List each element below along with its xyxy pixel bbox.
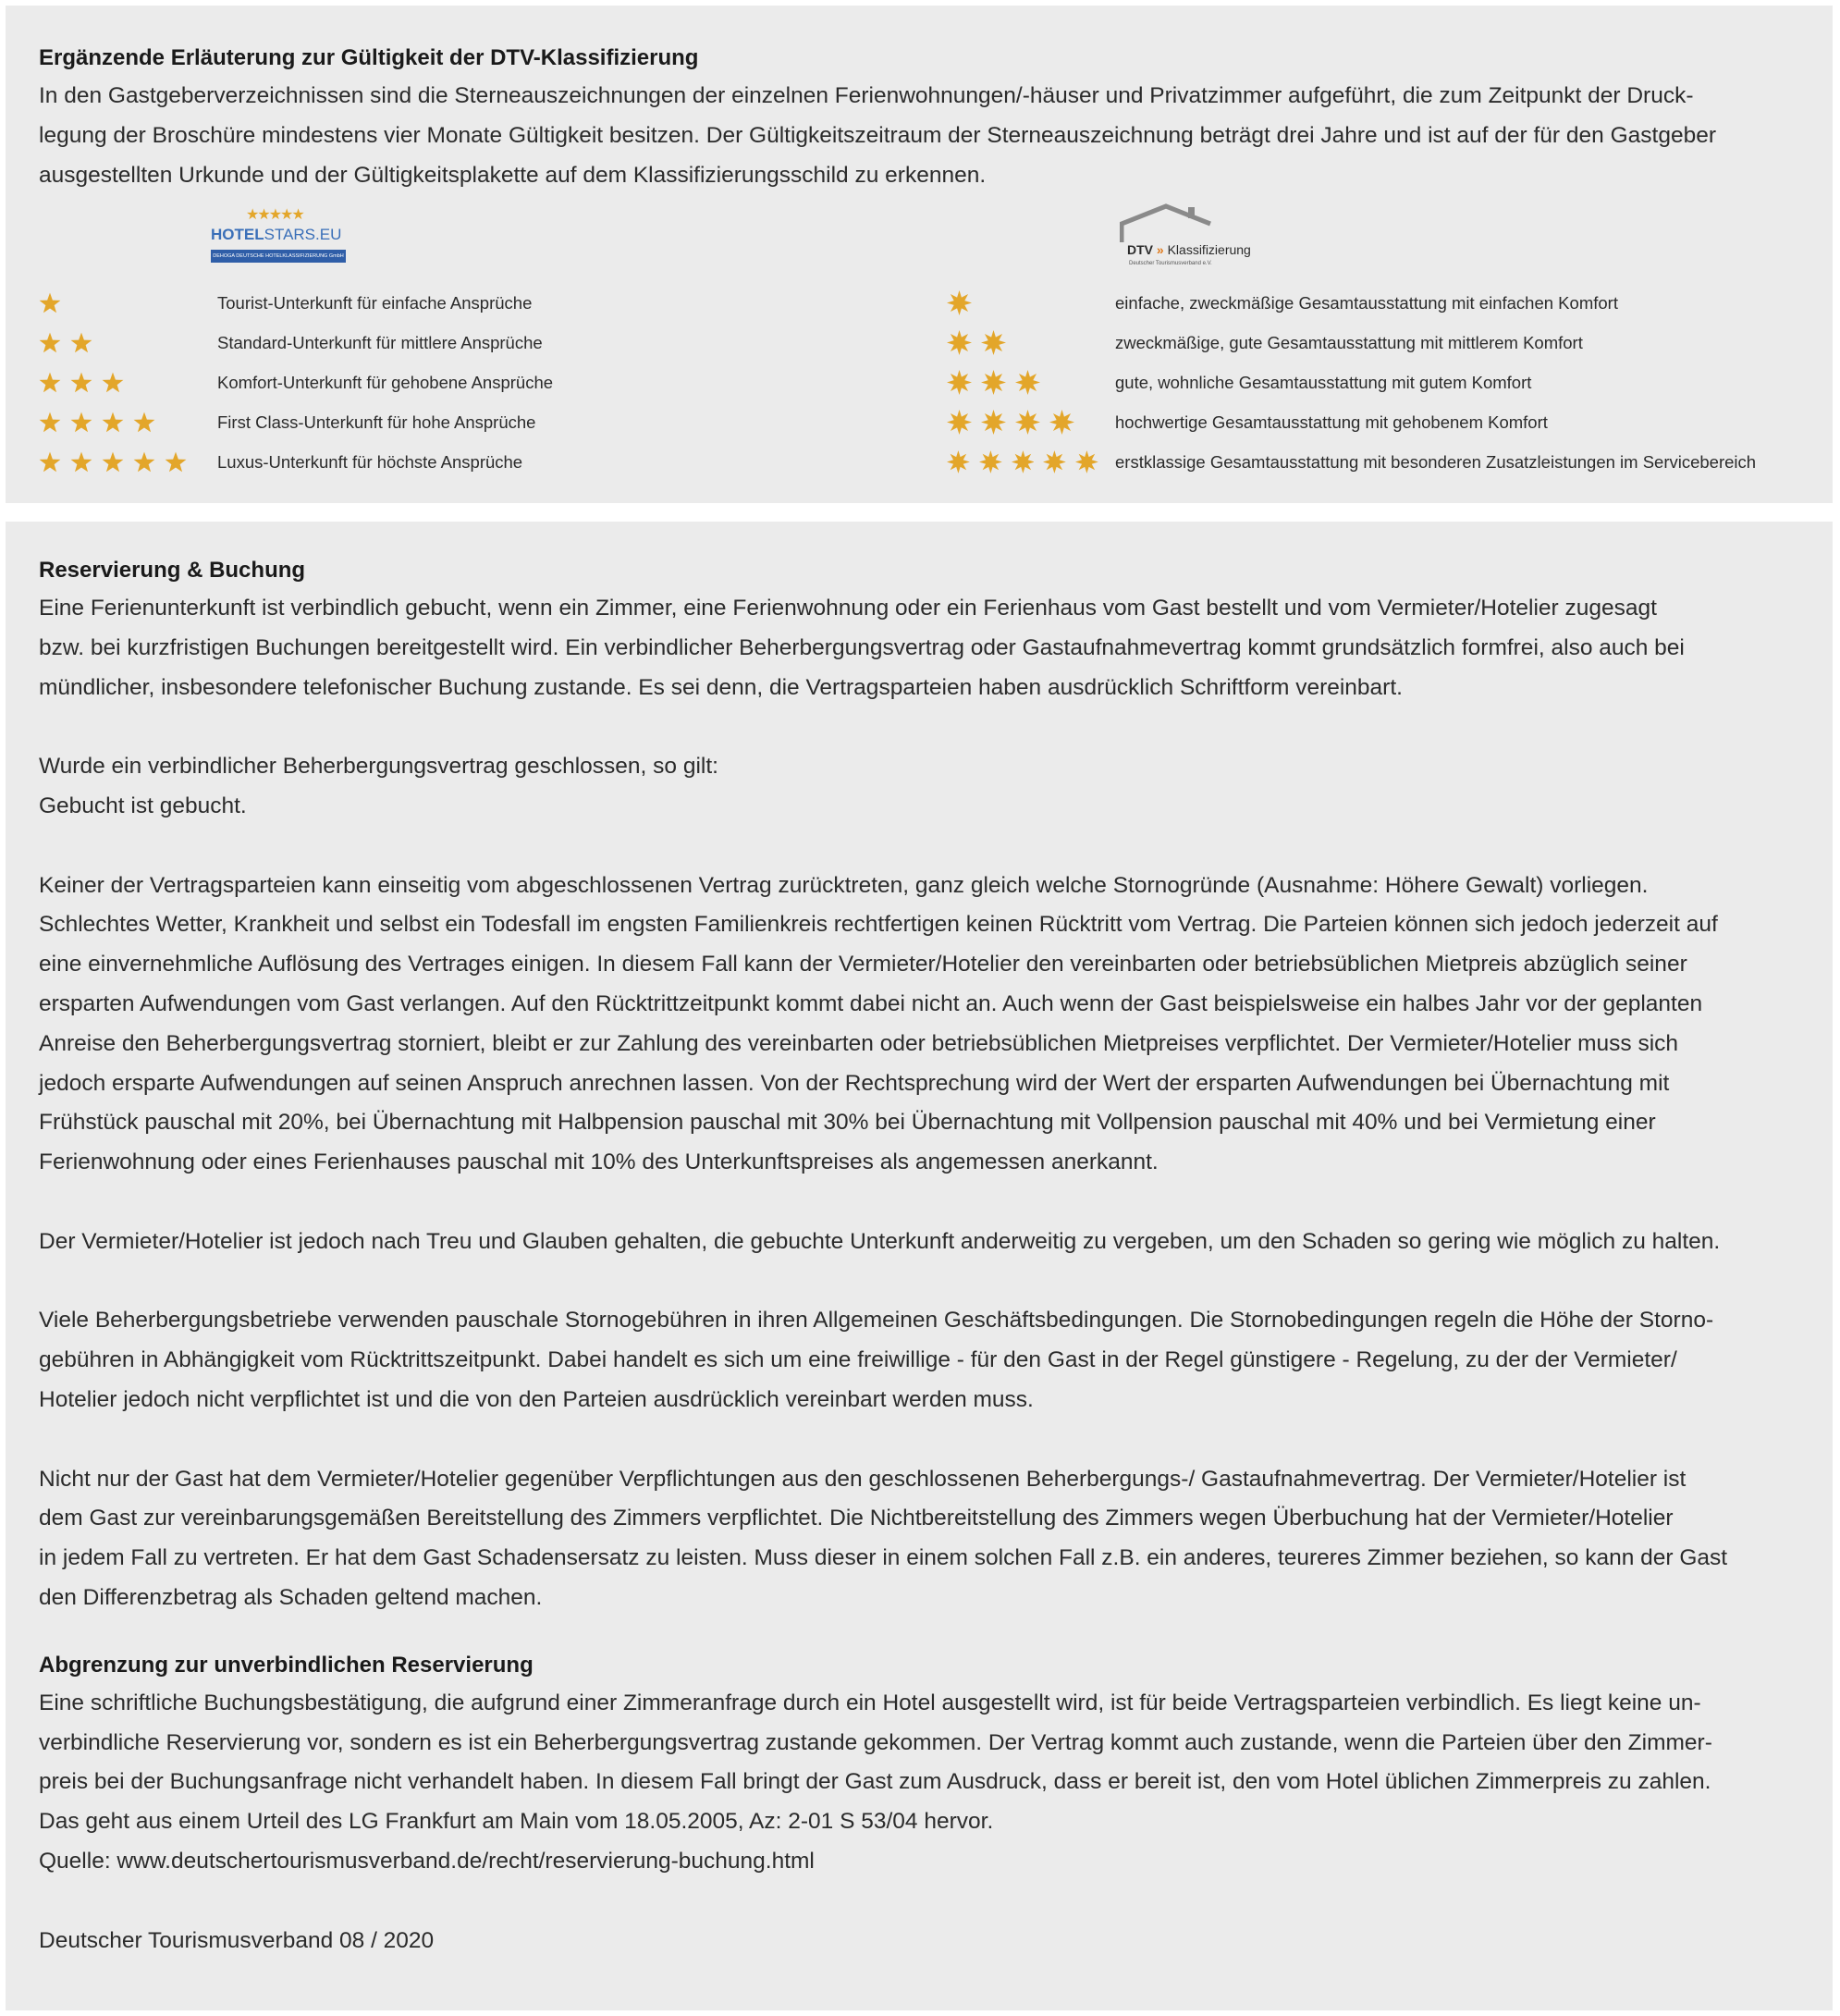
star-icon: [39, 451, 61, 473]
dtv-stars: [947, 410, 1098, 435]
hotel-stars: [39, 292, 217, 314]
dtv-row-text: einfache, zweckmäßige Gesamtausstattung mit einfachen Komfort: [1115, 292, 1618, 313]
star-icon: [981, 410, 1006, 435]
text-line: legung der Broschüre mindestens vier Monate Gültigkeit besitzen. Der Gültigkeitszeitraum der Sterneauszeichnung beträgt drei Jahre und ist auf der für den Gastgeber: [39, 122, 1716, 148]
hotel-row: [39, 323, 686, 363]
text-line: dem Gast zur vereinbarungsgemäßen Bereitstellung des Zimmers verpflichtet. Die Nichtbereitstellung des Zimmers wegen Überbuchung hat der Vermieter/Hotelier: [39, 1506, 1674, 1531]
text-line: Eine Ferienunterkunft ist verbindlich gebucht, wenn ein Zimmer, eine Ferienwohnung oder ein Ferienhaus vom Gast bestellt und vom Vermieter/Hotelier zugesagt: [39, 596, 1657, 621]
star-icon: [1049, 410, 1074, 435]
text-line: mündlicher, insbesondere telefonischer Buchung zustande. Es sei denn, die Vertragsparteien haben ausdrücklich Schriftform vereinbart.: [39, 674, 1403, 700]
hotelstars-wordmark: HOTELSTARS.EU: [211, 226, 342, 243]
hotel-stars: [39, 412, 217, 434]
text-line: Viele Beherbergungsbetriebe verwenden pauschale Stornogebühren in ihren Allgemeinen Geschäftsbedingungen. Die Stornobedingungen regeln die Höhe der Storno-: [39, 1308, 1714, 1334]
text-line: bzw. bei kurzfristigen Buchungen bereitgestellt wird. Ein verbindlicher Beherbergungsvertrag oder Gastaufnahmevertrag kommt grundsätzlich formfrei, also auch bei: [39, 634, 1685, 660]
dtv-wordmark: DTV » Klassifizierung: [1127, 242, 1251, 257]
text-line: eine einvernehmliche Auflösung des Vertrages einigen. In diesem Fall kann der Vermieter/Hotelier den vereinbarten oder betriebsüblichen Mietpreis abzüglich seiner: [39, 952, 1687, 977]
footer: [39, 1922, 1786, 1961]
text-line: ersparten Aufwendungen vom Gast verlangen. Auf den Rücktrittzeitpunkt kommt dabei nicht an. Auch wenn der Gast beispielsweise ein halbes Jahr vor der geplanten: [39, 990, 1703, 1016]
hotel-row: [39, 442, 686, 482]
hotelstars-logo: [211, 205, 348, 270]
pauschal-paragraph: [39, 1301, 1786, 1420]
star-icon: [70, 412, 92, 434]
reservation-panel: [6, 522, 1833, 2010]
star-icon: [39, 292, 61, 314]
text-line: Der Vermieter/Hotelier ist jedoch nach Treu und Glauben gehalten, die gebuchte Unterkunft anderweitig zu vergeben, um den Schaden so gering wie möglich zu halten.: [39, 1228, 1721, 1254]
text-line: Eine schriftliche Buchungsbestätigung, die aufgrund einer Zimmeranfrage durch ein Hotel ausgestellt wird, ist für beide Vertragsparteien verbindlich. Es liegt keine un-: [39, 1690, 1701, 1715]
hotel-row-text: First Class-Unterkunft für hohe Ansprüche: [217, 412, 536, 432]
text-line: verbindliche Reservierung vor, sondern es ist ein Beherbergungsvertrag zustande gekommen. Der Vertrag kommt auch zustande, wenn die Parteien über den Zimmer-: [39, 1729, 1712, 1755]
star-icon: [39, 412, 61, 434]
star-icon: [102, 451, 124, 473]
dtv-stars: [947, 370, 1098, 395]
pflichten-paragraph: [39, 1460, 1786, 1618]
treu-paragraph: [39, 1223, 1786, 1262]
text-line: Anreise den Beherbergungsvertrag storniert, bleibt er zur Zahlung des vereinbarten oder betriebsüblichen Mietpreises verpflichtet. Der Vermieter/Hotelier muss sich: [39, 1030, 1679, 1056]
dtv-row-text: hochwertige Gesamtausstattung mit gehobenem Komfort: [1115, 412, 1548, 432]
star-icon: [947, 449, 970, 474]
hotel-row: [39, 402, 686, 442]
text-line: in jedem Fall zu vertreten. Er hat dem Gast Schadensersatz zu leisten. Muss dieser in einem solchen Fall z.B. ein anderes, teureres Zimmer beziehen, so kann der Gast: [39, 1545, 1728, 1571]
section-heading-reservation: Reservierung & Buchung: [39, 558, 306, 583]
dtv-subtitle: Deutscher Tourismusverband e.V.: [1129, 261, 1212, 266]
star-icon: [102, 412, 124, 434]
dtv-row: [947, 442, 1807, 482]
star-icon: [165, 451, 187, 473]
star-icon: [1043, 449, 1066, 474]
text-line: Das geht aus einem Urteil des LG Frankfurt am Main vom 18.05.2005, Az: 2-01 S 53/04 hervor.: [39, 1809, 994, 1835]
source-line: Quelle: www.deutschertourismusverband.de/recht/reservierung-buchung.html: [39, 1848, 815, 1874]
star-icon: [1015, 410, 1040, 435]
section-heading-abgrenzung: Abgrenzung zur unverbindlichen Reservierung: [39, 1652, 534, 1678]
hotel-row-text: Luxus-Unterkunft für höchste Ansprüche: [217, 451, 523, 472]
star-icon: [981, 330, 1006, 355]
text-line: Keiner der Vertragsparteien kann einseitig vom abgeschlossenen Vertrag zurücktreten, ganz gleich welche Stornogründe (Ausnahme: Höhere Gewalt) vorliegen.: [39, 872, 1649, 898]
logo-stars-icon: ★★★★★: [246, 207, 303, 223]
dtv-stars: [947, 449, 1098, 474]
dtv-stars: [947, 290, 1098, 315]
text-line: den Differenzbetrag als Schaden geltend machen.: [39, 1584, 543, 1610]
text-line: preis bei der Buchungsanfrage nicht verhandelt haben. In diesem Fall bringt der Gast zum Ausdruck, dass er bereit ist, den vom Hotel üblichen Zimmerpreis zu zahlen.: [39, 1769, 1711, 1795]
house-icon: [1120, 203, 1231, 244]
hotel-row-text: Standard-Unterkunft für mittlere Ansprüche: [217, 332, 543, 352]
dtv-row-text: erstklassige Gesamtausstattung mit besonderen Zusatzleistungen im Servicebereich: [1115, 451, 1757, 472]
dtv-row-text: gute, wohnliche Gesamtausstattung mit gutem Komfort: [1115, 372, 1532, 392]
rule-paragraph: [39, 747, 1786, 827]
star-icon: [947, 330, 972, 355]
classification-table: [6, 283, 1833, 486]
dtv-row: [947, 283, 1807, 323]
text-line: Schlechtes Wetter, Krankheit und selbst ein Todesfall im engsten Familienkreis rechtfertigen keinen Rücktritt vom Vertrag. Die Parteien können sich jedoch jederzeit auf: [39, 912, 1718, 938]
dtv-classification-panel: [6, 6, 1833, 503]
dtv-row: [947, 402, 1807, 442]
section-heading-dtv: Ergänzende Erläuterung zur Gültigkeit der DTV-Klassifizierung: [39, 45, 699, 70]
star-icon: [102, 372, 124, 394]
text-line: Gebucht ist gebucht.: [39, 793, 247, 818]
text-line: Ferienwohnung oder eines Ferienhauses pauschal mit 10% des Unterkunftspreises als angemessen anerkannt.: [39, 1149, 1159, 1175]
star-icon: [947, 290, 972, 315]
star-icon: [70, 451, 92, 473]
text-line: gebühren in Abhängigkeit vom Rücktrittszeitpunkt. Dabei handelt es sich um eine freiwillige - für den Gast in der Regel günstigere - Regelung, zu der der Vermieter/: [39, 1347, 1677, 1373]
hotel-stars: [39, 332, 217, 354]
star-icon: [979, 449, 1002, 474]
dtv-explanation-paragraph: [39, 77, 1786, 195]
star-icon: [39, 332, 61, 354]
star-icon: [1012, 449, 1035, 474]
star-icon: [39, 372, 61, 394]
star-icon: [947, 410, 972, 435]
dehoga-bar: DEHOGA DEUTSCHE HOTELKLASSIFIZIERUNG GmbH: [211, 250, 346, 263]
star-icon: [133, 451, 155, 473]
hotel-stars: [39, 372, 217, 394]
star-icon: [70, 372, 92, 394]
star-icon: [1075, 449, 1098, 474]
text-line: jedoch ersparte Aufwendungen auf seinen Anspruch anrechnen lassen. Von der Rechtsprechung wird der Wert der ersparten Aufwendungen bei Übernachtung mit: [39, 1070, 1670, 1096]
text-line: Frühstück pauschal mit 20%, bei Übernachtung mit Halbpension pauschal mit 30% bei Übernachtung mit Vollpension pauschal mit 40% und bei Vermietung einer: [39, 1110, 1656, 1136]
hotel-row: [39, 283, 686, 323]
star-icon: [133, 412, 155, 434]
text-line: In den Gastgeberverzeichnissen sind die Sterneauszeichnungen der einzelnen Ferienwohnungen/-häuser und Privatzimmer aufgeführt, die zum Zeitpunkt der Druck-: [39, 83, 1694, 108]
dtv-stars: [947, 330, 1098, 355]
text-line: ausgestellten Urkunde und der Gültigkeitsplakette auf dem Klassifizierungsschild zu erkennen.: [39, 162, 987, 188]
dtv-klassifizierung-logo: [1120, 203, 1258, 274]
star-icon: [70, 332, 92, 354]
star-icon: [981, 370, 1006, 395]
dtv-row: [947, 323, 1807, 363]
hotel-row: [39, 363, 686, 402]
storno-paragraph: [39, 867, 1786, 1183]
text-line: Hotelier jedoch nicht verpflichtet ist und die von den Parteien ausdrücklich vereinbart werden muss.: [39, 1386, 1034, 1412]
dtv-row-text: zweckmäßige, gute Gesamtausstattung mit mittlerem Komfort: [1115, 332, 1583, 352]
text-line: Nicht nur der Gast hat dem Vermieter/Hotelier gegenüber Verpflichtungen aus den geschlossenen Beherbergungs-/ Gastaufnahmevertrag. Der Vermieter/Hotelier ist: [39, 1466, 1687, 1492]
intro-paragraph: [39, 589, 1786, 707]
hotel-row-text: Tourist-Unterkunft für einfache Ansprüche: [217, 292, 533, 313]
star-icon: [947, 370, 972, 395]
hotel-stars: [39, 451, 217, 473]
footer-text: Deutscher Tourismusverband 08 / 2020: [39, 1927, 435, 1953]
star-icon: [1015, 370, 1040, 395]
abgrenzung-paragraph: [39, 1684, 1786, 1882]
hotel-row-text: Komfort-Unterkunft für gehobene Ansprüche: [217, 372, 554, 392]
dtv-row: [947, 363, 1807, 402]
text-line: Wurde ein verbindlicher Beherbergungsvertrag geschlossen, so gilt:: [39, 754, 718, 780]
